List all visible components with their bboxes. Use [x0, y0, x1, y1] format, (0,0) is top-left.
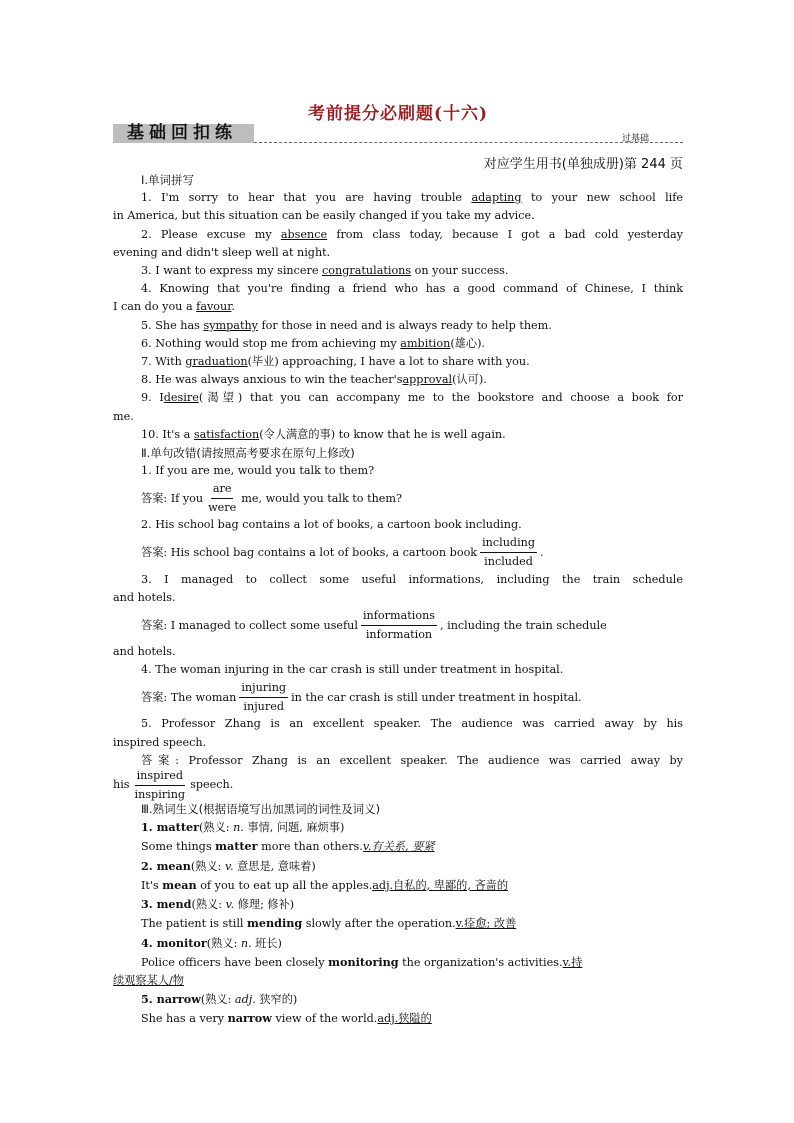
answer-5-cont: his $\frac{\text{inspired}}{\text{inspiring}}$ speech. [113, 770, 683, 800]
question-1: 1. If you are me, would you talk to them? [141, 464, 375, 478]
item-4: 4. Knowing that you're finding a friend who has a good command of Chinese, I think [141, 282, 683, 296]
example-3: The patient is still mending slowly after the operation.v.痊愈; 改善 [141, 916, 517, 931]
answer-2: 答案: His school bag contains a lot of books, a cartoon book $\frac{\text{including}}{\text{included}}$ . [113, 535, 683, 571]
item-4-cont: I can do you a favour. [113, 300, 235, 314]
item-8: 8. He was always anxious to win the teacher'sapproval(认可). [141, 373, 487, 387]
correction-3: $\frac{\text{informations}}{\text{information}}$ [362, 608, 436, 641]
answer-3-cont: and hotels. [113, 645, 176, 659]
item-9-cont: me. [113, 409, 134, 423]
example-1: Some things matter more than others.v.有关系, 要紧 [141, 839, 435, 854]
section-3-heading: Ⅲ.熟词生义(根据语境写出加黑词的词性及词义) [141, 802, 381, 817]
question-5: 5. Professor Zhang is an excellent speaker. The audience was carried away by his [141, 717, 683, 731]
word-3: 3. mend(熟义: v. 修理; 修补) [141, 897, 295, 912]
answer-3: 答案: I managed to collect some useful $\frac{\text{informations}}{\text{information}}$ , including the train schedule [113, 607, 683, 643]
item-1-cont: in America, but this situation can be easily changed if you take my advice. [113, 209, 535, 223]
item-2: 2. Please excuse my absence from class today, because I got a bad cold yesterday [141, 227, 683, 241]
answer-1: 答案: If you $\frac{\text{are}}{\text{were}}$ me, would you talk to them? [113, 480, 683, 516]
example-4: Police officers have been closely monitoring the organization's activities.v.持 [141, 954, 583, 969]
section-banner: 基础回扣练 [113, 124, 254, 143]
item-2-cont: evening and didn't sleep well at night. [113, 245, 331, 259]
question-4: 4. The woman injuring in the car crash is still under treatment in hospital. [141, 663, 564, 677]
item-3: 3. I want to express my sincere congratulations on your success. [141, 264, 509, 278]
question-5-cont: inspired speech. [113, 735, 207, 749]
level-tag: 过基础 [621, 134, 649, 144]
item-6: 6. Nothing would stop me from achieving my ambition(雄心). [141, 336, 485, 350]
correction-4: $\frac{\text{injuring}}{\text{injured}}$ [241, 680, 287, 713]
word-1: 1. matter(熟义: n. 事情, 问题, 麻烦事) [141, 820, 345, 835]
page-title: 考前提分必刷题(十六) [307, 104, 489, 124]
item-1: 1. I'm sorry to hear that you are having trouble adapting to your new school life [141, 191, 683, 205]
question-3-cont: and hotels. [113, 590, 176, 604]
example-4-cont: 续观察某人/物 [113, 973, 184, 987]
example-5: She has a very narrow view of the world.adj.狭隘的 [141, 1011, 432, 1026]
section-1-heading: Ⅰ.单词拼写 [141, 173, 195, 187]
section-2-heading: Ⅱ.单句改错(请按照高考要求在原句上修改) [141, 446, 355, 461]
correction-2: $\frac{\text{including}}{\text{included}}$ [482, 536, 536, 569]
item-10: 10. It's a satisfaction(令人满意的事) to know that he is well again. [141, 427, 506, 441]
item-5: 5. She has sympathy for those in need and is always ready to help them. [141, 318, 552, 332]
question-2: 2. His school bag contains a lot of books, a cartoon book including. [141, 518, 522, 532]
correction-5: $\frac{\text{inspired}}{\text{inspiring}}$ [134, 768, 186, 801]
word-5: 5. narrow(熟义: adj. 狭窄的) [141, 992, 298, 1007]
example-2: It's mean of you to eat up all the apples.adj.自私的, 卑鄙的, 吝啬的 [141, 877, 509, 892]
word-2: 2. mean(熟义: v. 意思是, 意味着) [141, 858, 316, 873]
answer-5: 答案: Professor Zhang is an excellent speaker. The audience was carried away by [141, 753, 683, 767]
content [113, 171, 683, 1029]
item-7: 7. With graduation(毕业) approaching, I have a lot to share with you. [141, 355, 530, 369]
word-4: 4. monitor(熟义: n. 班长) [141, 935, 282, 950]
question-3: 3. I managed to collect some useful informations, including the train schedule [141, 572, 683, 586]
answer-4: 答案: The woman $\frac{\text{injuring}}{\text{injured}}$ in the car crash is still under treatment in hospital. [113, 679, 683, 715]
book-reference: 对应学生用书(单独成册)第 244 页 [483, 157, 683, 172]
correction-1: $\frac{\text{are}}{\text{were}}$ [208, 481, 237, 514]
item-9: 9. Idesire(渴望) that you can accompany me to the bookstore and choose a book for [141, 391, 683, 405]
dashed-divider [254, 142, 683, 143]
